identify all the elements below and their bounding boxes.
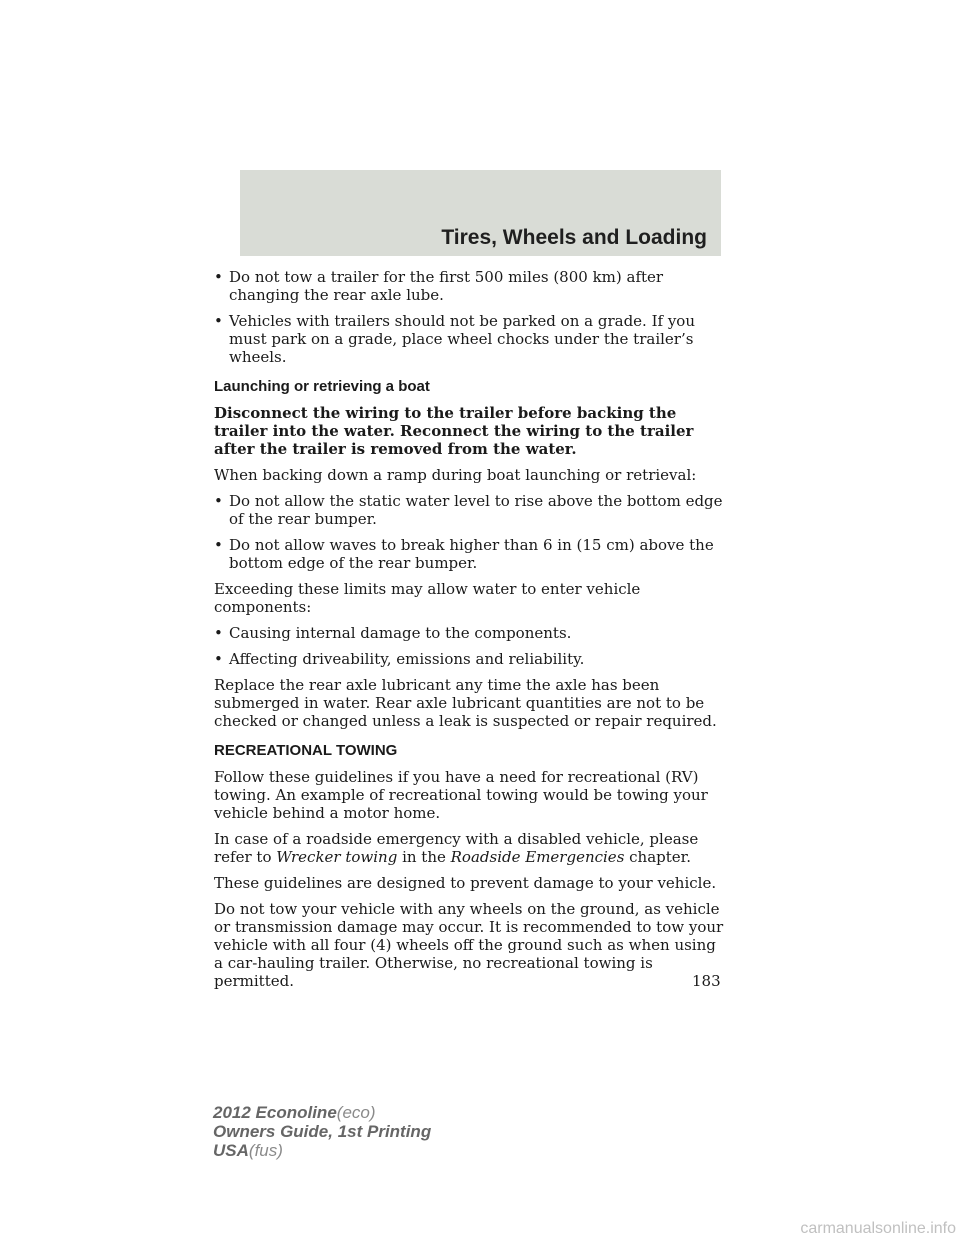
chapter-header-band bbox=[240, 170, 721, 256]
footer bbox=[213, 1103, 431, 1160]
warning-text: Disconnect the wiring to the trailer before backing the trailer into the water. Reconnect the wiring to the trailer after the trailer is removed from the water. bbox=[214, 404, 694, 458]
bullet-item bbox=[214, 312, 724, 366]
paragraph: These guidelines are designed to prevent damage to your vehicle. bbox=[214, 874, 717, 892]
bullet-text: Do not tow a trailer for the first 500 miles (800 km) after changing the rear axle lube. bbox=[229, 268, 664, 304]
footer-region: USA bbox=[213, 1141, 249, 1160]
cross-reference-link: Wrecker towing bbox=[276, 848, 398, 866]
bullet-item bbox=[214, 650, 724, 668]
page-content bbox=[214, 268, 724, 998]
page-number: 183 bbox=[692, 972, 721, 990]
paragraph-text: In case of a roadside emergency with a disabled vehicle, please refer to bbox=[214, 830, 699, 866]
bullet-glyph: • bbox=[214, 492, 223, 510]
paragraph: Exceeding these limits may allow water to enter vehicle components: bbox=[214, 580, 641, 616]
bullet-glyph: • bbox=[214, 312, 223, 330]
bullet-glyph: • bbox=[214, 268, 223, 286]
footer-model: 2012 Econoline bbox=[213, 1103, 337, 1122]
watermark: carmanualsonline.info bbox=[800, 1220, 956, 1237]
footer-region-code: (fus) bbox=[248, 1141, 283, 1160]
chapter-reference-link: Roadside Emergencies bbox=[450, 848, 625, 866]
bullet-text: Affecting driveability, emissions and reliability. bbox=[229, 650, 585, 668]
footer-model-code: (eco) bbox=[336, 1103, 376, 1122]
bullet-glyph: • bbox=[214, 536, 223, 554]
footer-line bbox=[213, 1122, 431, 1141]
bullet-text: Do not allow waves to break higher than 6 in (15 cm) above the bottom edge of the rear bumper. bbox=[229, 536, 714, 572]
section-heading-boat: Launching or retrieving a boat bbox=[214, 378, 430, 395]
bullet-glyph: • bbox=[214, 650, 223, 668]
bullet-item bbox=[214, 536, 724, 572]
paragraph: Do not tow your vehicle with any wheels on the ground, as vehicle or transmission damage may occur. It is recommended to tow your vehicle with all four (4) wheels off the ground such as when using a car-hauling trailer. Otherwise, no recreational towing is permitted. bbox=[214, 900, 724, 990]
footer-line bbox=[213, 1103, 431, 1122]
paragraph-reference bbox=[214, 830, 724, 866]
footer-guide: Owners Guide, 1st Printing bbox=[213, 1122, 432, 1141]
section-heading-rv: RECREATIONAL TOWING bbox=[214, 742, 398, 759]
bullet-text: Vehicles with trailers should not be parked on a grade. If you must park on a grade, place wheel chocks under the trailer’s wheels. bbox=[229, 312, 695, 366]
paragraph: When backing down a ramp during boat launching or retrieval: bbox=[214, 466, 697, 484]
bullet-item bbox=[214, 492, 724, 528]
bullet-glyph: • bbox=[214, 624, 223, 642]
chapter-title: Tires, Wheels and Loading bbox=[441, 226, 707, 249]
bullet-item bbox=[214, 268, 724, 304]
paragraph-text: chapter. bbox=[624, 848, 691, 866]
bullet-text: Causing internal damage to the components. bbox=[229, 624, 572, 642]
footer-line bbox=[213, 1141, 431, 1160]
paragraph: Follow these guidelines if you have a need for recreational (RV) towing. An example of recreational towing would be towing your vehicle behind a motor home. bbox=[214, 768, 708, 822]
paragraph-text: in the bbox=[397, 848, 451, 866]
bullet-item bbox=[214, 624, 724, 642]
bullet-text: Do not allow the static water level to rise above the bottom edge of the rear bumper. bbox=[229, 492, 723, 528]
paragraph: Replace the rear axle lubricant any time the axle has been submerged in water. Rear axle lubricant quantities are not to be checked or changed unless a leak is suspected or repair required. bbox=[214, 676, 717, 730]
